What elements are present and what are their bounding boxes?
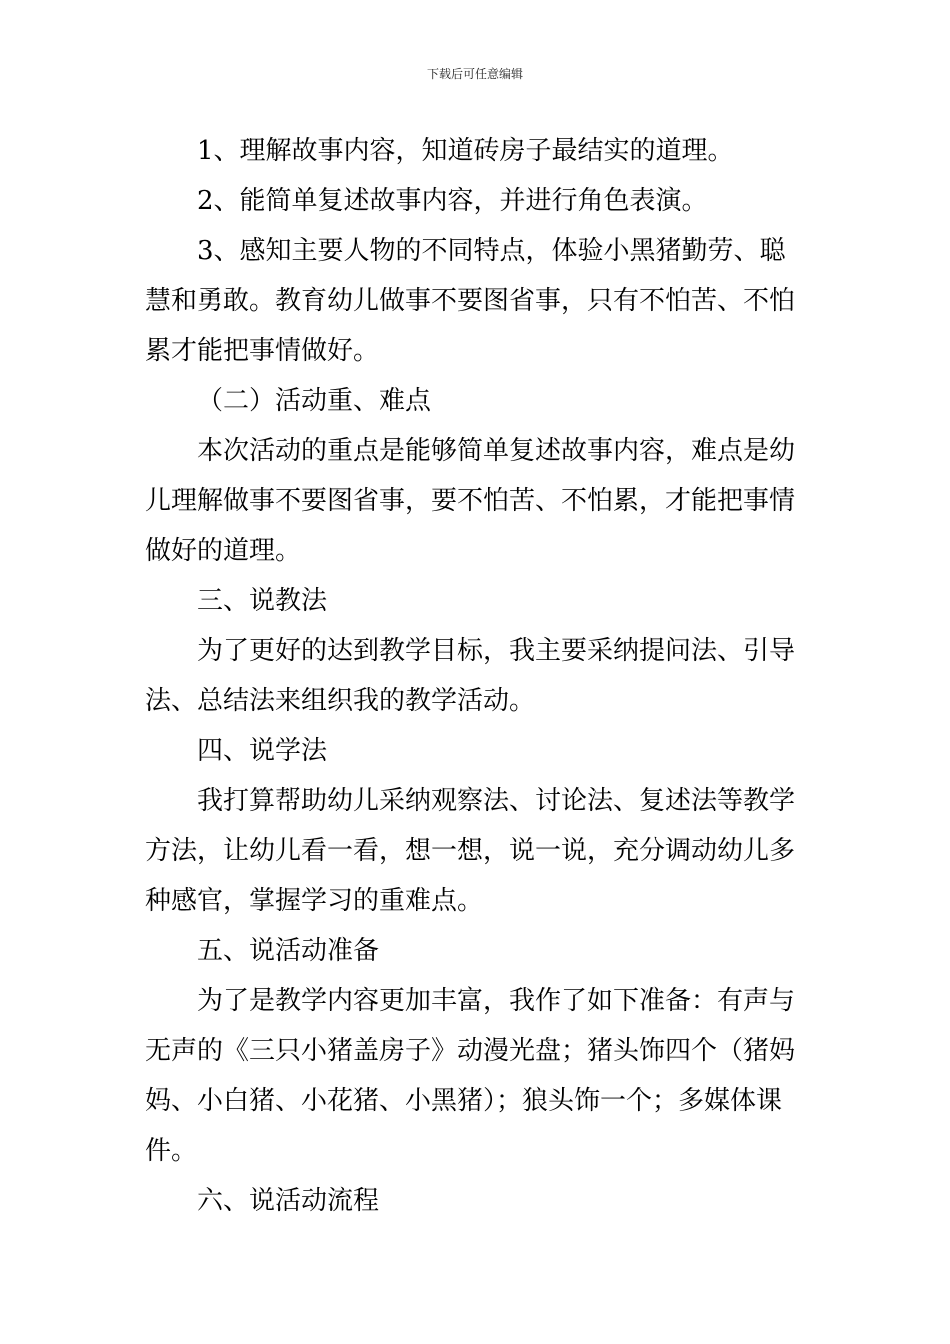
section-heading-preparation: 五、说活动准备 bbox=[197, 936, 380, 966]
objective-1: 1、理解故事内容，知道砖房子最结实的道理。 bbox=[197, 136, 734, 166]
objective-3: 3、感知主要人物的不同特点，体验小黑猪勤劳、聪慧和勇敢。教育幼儿做事不要图省事，只有不怕苦、不怕累才能把事情做好。 bbox=[145, 236, 796, 366]
section-heading-activity-flow: 六、说活动流程 bbox=[197, 1186, 380, 1216]
preparation-paragraph: 为了是教学内容更加丰富，我作了如下准备：有声与无声的《三只小猪盖房子》动漫光盘；猪头饰四个（猪妈妈、小白猪、小花猪、小黑猪）；狼头饰一个；多媒体课件。 bbox=[145, 986, 796, 1166]
key-points-paragraph: 本次活动的重点是能够简单复述故事内容，难点是幼儿理解做事不要图省事，要不怕苦、不怕累，才能把事情做好的道理。 bbox=[145, 436, 796, 566]
document-body bbox=[145, 126, 807, 1226]
section-heading-key-points: （二）活动重、难点 bbox=[197, 386, 432, 416]
page-header-note: 下载后可任意编辑 bbox=[426, 67, 523, 81]
section-heading-teaching-methods: 三、说教法 bbox=[197, 586, 328, 616]
objective-2: 2、能简单复述故事内容，并进行角色表演。 bbox=[197, 186, 708, 216]
learning-methods-paragraph: 我打算帮助幼儿采纳观察法、讨论法、复述法等教学方法，让幼儿看一看，想一想，说一说，充分调动幼儿多种感官，掌握学习的重难点。 bbox=[145, 786, 796, 916]
teaching-methods-paragraph: 为了更好的达到教学目标，我主要采纳提问法、引导法、总结法来组织我的教学活动。 bbox=[145, 636, 796, 716]
section-heading-learning-methods: 四、说学法 bbox=[197, 736, 328, 766]
